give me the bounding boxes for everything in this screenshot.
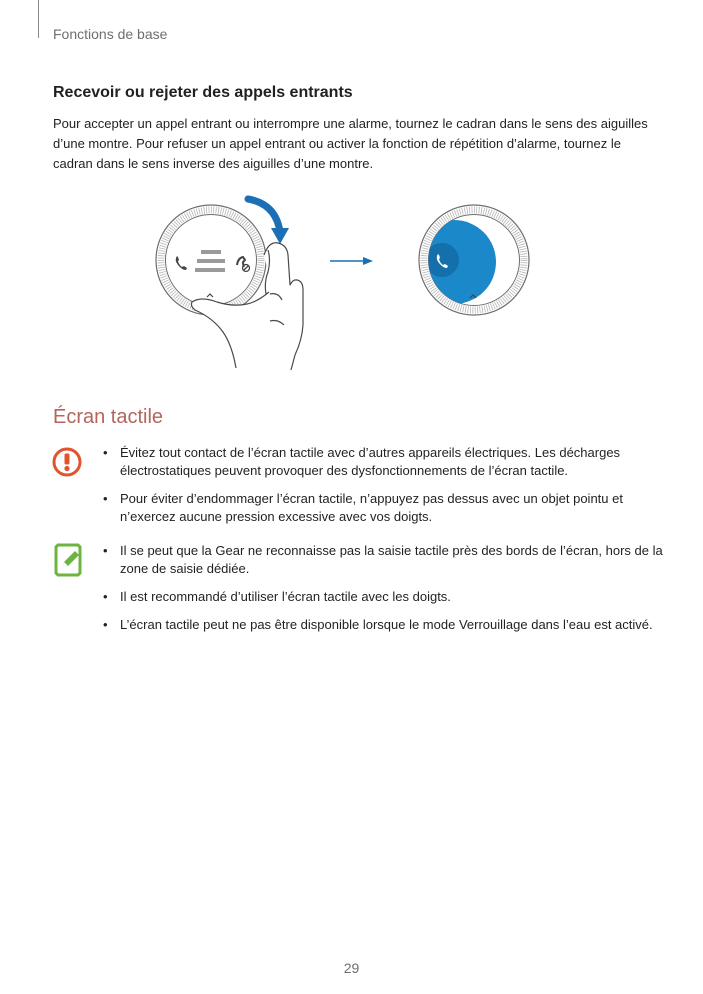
bullet-dot: • <box>103 543 108 558</box>
bullet-dot: • <box>103 445 108 460</box>
transition-arrow-icon <box>330 257 373 265</box>
note-list <box>103 542 663 644</box>
list-item <box>103 490 663 526</box>
note-pencil-icon <box>53 541 85 577</box>
dial-rotation-illustration <box>150 188 550 373</box>
note-item-2: Il est recommandé d’utiliser l’écran tactile avec les doigts. <box>120 589 451 604</box>
caution-item-1: Évitez tout contact de l’écran tactile avec d’autres appareils électriques. Les décharges électrostatiques peuvent provoquer des dysfonctionnements de l’écran tactile. <box>120 445 621 478</box>
watch-left <box>156 205 266 315</box>
list-item <box>103 542 663 578</box>
bullet-dot: • <box>103 589 108 604</box>
list-item <box>103 444 663 480</box>
list-item <box>103 588 663 606</box>
note-item-3: L’écran tactile peut ne pas être disponible lorsque le mode Verrouillage dans l’eau est activé. <box>120 617 653 632</box>
bullet-dot: • <box>103 617 108 632</box>
running-head: Fonctions de base <box>53 26 168 42</box>
intro-paragraph: Pour accepter un appel entrant ou interrompre une alarme, tournez le cadran dans le sens des aiguilles d’une montre. Pour refuser un appel entrant ou activer la fonction de répétition d’alarme, tournez le cadran dans le sens inverse des aiguilles d’une montre. <box>53 116 648 171</box>
margin-rule <box>38 0 39 38</box>
touchscreen-heading: Écran tactile <box>53 406 164 428</box>
section-title: Recevoir ou rejeter des appels entrants <box>53 84 353 101</box>
watch-right <box>412 205 529 315</box>
caution-icon <box>52 447 82 477</box>
caution-list <box>103 444 663 536</box>
bullet-dot: • <box>103 491 108 506</box>
page-number: 29 <box>343 960 360 976</box>
note-item-1: Il se peut que la Gear ne reconnaisse pas la saisie tactile près des bords de l’écran, hors de la zone de saisie dédiée. <box>120 543 663 576</box>
caution-item-2: Pour éviter d’endommager l’écran tactile, n’appuyez pas dessus avec un objet pointu et n’exercez aucune pression excessive avec vos doigts. <box>120 491 623 524</box>
list-item <box>103 616 663 634</box>
